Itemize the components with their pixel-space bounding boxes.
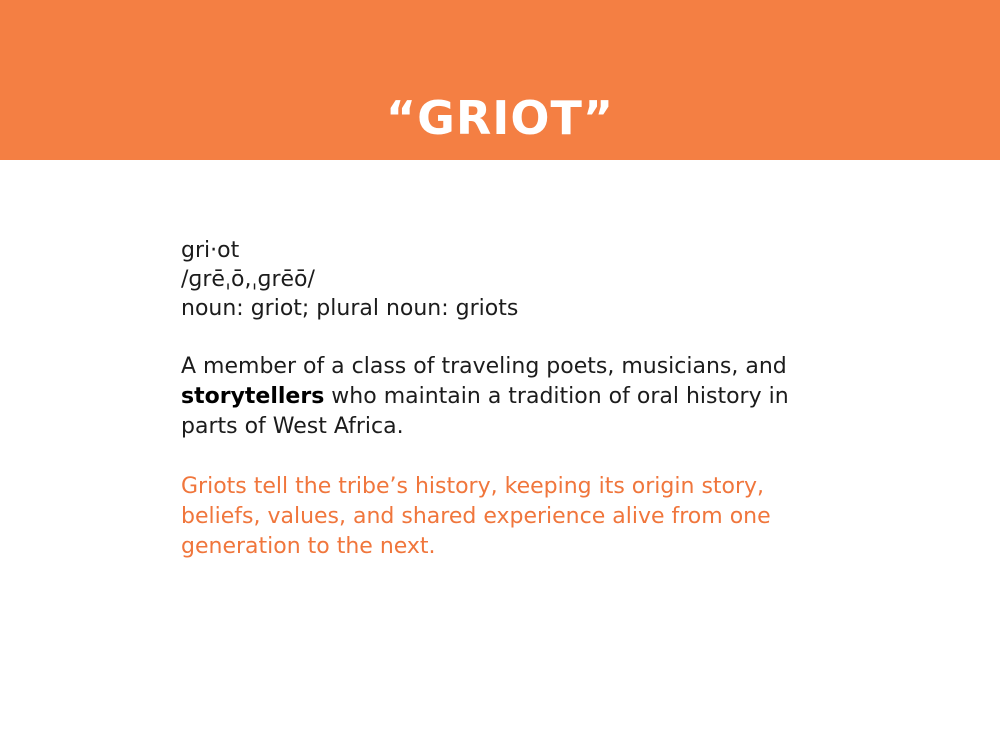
entry-pronunciation: /ɡrēˌō,ˌɡrēō/ xyxy=(181,267,315,292)
note-line-1: Griots tell the tribe’s history, keeping its origin story, xyxy=(181,474,765,499)
header-banner xyxy=(0,0,1000,160)
dictionary-entry xyxy=(181,236,881,323)
emphasis-storytellers: storytellers xyxy=(181,384,325,409)
definition-line-3: parts of West Africa. xyxy=(181,414,404,439)
page-title: “GRIOT” xyxy=(385,91,615,145)
note-line-2: beliefs, values, and shared experience alive from one xyxy=(181,504,771,529)
definition-block xyxy=(181,236,881,562)
note-line-3: generation to the next. xyxy=(181,534,436,559)
definition-paragraph xyxy=(181,352,881,442)
entry-grammar: noun: griot; plural noun: griots xyxy=(181,296,519,321)
griot-role-paragraph xyxy=(181,472,881,562)
definition-line-2 xyxy=(181,382,881,412)
definition-line-2-rest: who maintain a tradition of oral history in xyxy=(324,384,789,409)
entry-word: gri·ot xyxy=(181,238,240,263)
definition-line-1: A member of a class of traveling poets, musicians, and xyxy=(181,354,787,379)
